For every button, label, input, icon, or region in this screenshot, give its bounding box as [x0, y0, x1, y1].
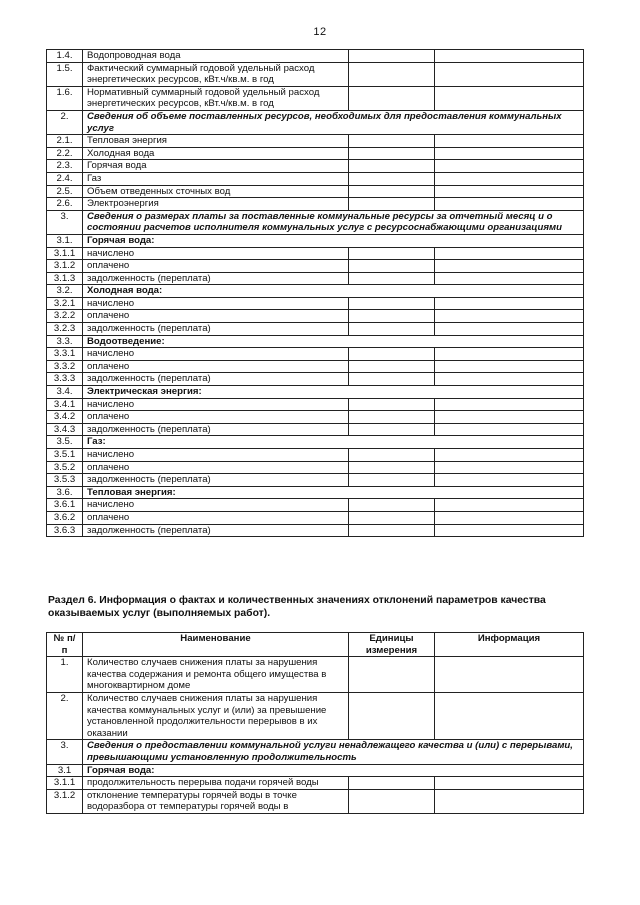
section-title: Сведения о предоставлении коммунальной услуги ненадлежащего качества и (или) с перерывами, превышающими установленную продолжительность	[83, 740, 584, 764]
row-label: начислено	[83, 499, 349, 512]
value-cell-info	[435, 297, 584, 310]
row-number: 1.4.	[47, 50, 83, 63]
row-number: 3.3.	[47, 335, 83, 348]
header-info: Информация	[435, 633, 584, 657]
row-number: 2.2.	[47, 147, 83, 160]
row-label: Количество случаев снижения платы за нарушения качества коммунальных услуг и (или) за превышение установленной продолжительности перерывов в их оказании	[83, 692, 349, 739]
table-row	[47, 234, 584, 247]
row-label: оплачено	[83, 360, 349, 373]
value-cell-info	[435, 348, 584, 361]
row-label: Фактический суммарный годовой удельный расход энергетических ресурсов, кВт.ч/кв.м. в год	[83, 62, 349, 86]
value-cell-units	[349, 147, 435, 160]
subsection-title: Газ:	[83, 436, 584, 449]
table-row	[47, 398, 584, 411]
value-cell-units	[349, 449, 435, 462]
row-label: Количество случаев снижения платы за нарушения качества содержания и ремонта общего имущества в многоквартирном доме	[83, 657, 349, 693]
table-row	[47, 50, 584, 63]
value-cell-units	[349, 360, 435, 373]
row-label: Объем отведенных сточных вод	[83, 185, 349, 198]
value-cell-info	[435, 260, 584, 273]
table-row	[47, 310, 584, 323]
row-label: оплачено	[83, 411, 349, 424]
table-row	[47, 297, 584, 310]
table-row	[47, 474, 584, 487]
row-number: 3.2.1	[47, 297, 83, 310]
subsection-title: Холодная вода:	[83, 285, 584, 298]
table-row	[47, 740, 584, 764]
value-cell-info	[435, 461, 584, 474]
value-cell-info	[435, 789, 584, 813]
table-row	[47, 323, 584, 336]
row-label: Нормативный суммарный годовой удельный расход энергетических ресурсов, кВт.ч/кв.м. в год	[83, 86, 349, 110]
value-cell-units	[349, 297, 435, 310]
row-label: отклонение температуры горячей воды в точке водоразбора от температуры горячей воды в	[83, 789, 349, 813]
value-cell-units	[349, 323, 435, 336]
value-cell-info	[435, 247, 584, 260]
table-row	[47, 110, 584, 134]
row-number: 3.2.2	[47, 310, 83, 323]
value-cell-units	[349, 272, 435, 285]
value-cell-info	[435, 50, 584, 63]
table-row	[47, 411, 584, 424]
row-label: Водопроводная вода	[83, 50, 349, 63]
value-cell-info	[435, 373, 584, 386]
row-label: задолженность (переплата)	[83, 524, 349, 537]
row-number: 3.1.2	[47, 260, 83, 273]
value-cell-info	[435, 62, 584, 86]
value-cell-units	[349, 160, 435, 173]
table-row	[47, 335, 584, 348]
row-label: оплачено	[83, 260, 349, 273]
row-number: 3.1.1	[47, 247, 83, 260]
table-row	[47, 210, 584, 234]
value-cell-units	[349, 185, 435, 198]
row-label: начислено	[83, 398, 349, 411]
row-label: начислено	[83, 348, 349, 361]
row-number: 3.6.1	[47, 499, 83, 512]
value-cell-units	[349, 310, 435, 323]
row-number: 3.5.1	[47, 449, 83, 462]
table-row	[47, 160, 584, 173]
row-number: 3.	[47, 210, 83, 234]
table-row	[47, 260, 584, 273]
row-number: 3.6.3	[47, 524, 83, 537]
header-num: № п/п	[47, 633, 83, 657]
row-number: 3.3.3	[47, 373, 83, 386]
resources-table	[46, 49, 584, 537]
value-cell-info	[435, 86, 584, 110]
table-row	[47, 172, 584, 185]
quality-deviations-table	[46, 632, 584, 814]
row-number: 2.	[47, 692, 83, 739]
row-number: 3.6.	[47, 486, 83, 499]
row-number: 3.3.1	[47, 348, 83, 361]
value-cell-units	[349, 499, 435, 512]
table-row	[47, 373, 584, 386]
row-number: 3.4.	[47, 386, 83, 399]
row-label: задолженность (переплата)	[83, 323, 349, 336]
table-row	[47, 657, 584, 693]
value-cell-units	[349, 62, 435, 86]
value-cell-info	[435, 511, 584, 524]
value-cell-units	[349, 260, 435, 273]
table-row	[47, 348, 584, 361]
value-cell-info	[435, 524, 584, 537]
value-cell-units	[349, 135, 435, 148]
row-number: 3.4.2	[47, 411, 83, 424]
row-number: 3.1.3	[47, 272, 83, 285]
row-label: начислено	[83, 449, 349, 462]
row-number: 2.1.	[47, 135, 83, 148]
row-label: Тепловая энергия	[83, 135, 349, 148]
table-row	[47, 524, 584, 537]
row-number: 3.3.2	[47, 360, 83, 373]
table-row	[47, 198, 584, 211]
row-label: задолженность (переплата)	[83, 474, 349, 487]
table-row	[47, 789, 584, 813]
row-label: Газ	[83, 172, 349, 185]
table-row	[47, 285, 584, 298]
row-label: Холодная вода	[83, 147, 349, 160]
value-cell-info	[435, 147, 584, 160]
value-cell-units	[349, 172, 435, 185]
value-cell-info	[435, 272, 584, 285]
row-label: начислено	[83, 297, 349, 310]
value-cell-units	[349, 198, 435, 211]
row-number: 3.5.	[47, 436, 83, 449]
value-cell-units	[349, 777, 435, 790]
table-row	[47, 147, 584, 160]
row-number: 3.6.2	[47, 511, 83, 524]
table-row	[47, 185, 584, 198]
page-number: 12	[313, 26, 327, 38]
table-row	[47, 272, 584, 285]
row-number: 3.5.2	[47, 461, 83, 474]
row-number: 1.5.	[47, 62, 83, 86]
row-number: 1.6.	[47, 86, 83, 110]
row-number: 3.2.3	[47, 323, 83, 336]
value-cell-units	[349, 423, 435, 436]
value-cell-info	[435, 657, 584, 693]
value-cell-info	[435, 160, 584, 173]
row-label: задолженность (переплата)	[83, 423, 349, 436]
row-number: 3.1.1	[47, 777, 83, 790]
value-cell-info	[435, 692, 584, 739]
table-row	[47, 449, 584, 462]
table-row	[47, 486, 584, 499]
value-cell-units	[349, 692, 435, 739]
header-name: Наименование	[83, 633, 349, 657]
value-cell-units	[349, 247, 435, 260]
value-cell-info	[435, 423, 584, 436]
table-row	[47, 423, 584, 436]
value-cell-units	[349, 524, 435, 537]
table-row	[47, 86, 584, 110]
value-cell-info	[435, 185, 584, 198]
value-cell-units	[349, 373, 435, 386]
section-title: Сведения об объеме поставленных ресурсов, необходимых для предоставления коммунальных услуг	[83, 110, 584, 134]
table-row	[47, 247, 584, 260]
value-cell-units	[349, 461, 435, 474]
row-label: начислено	[83, 247, 349, 260]
table-row	[47, 386, 584, 399]
row-number: 3.1	[47, 764, 83, 777]
row-label: продолжительность перерыва подачи горячей воды	[83, 777, 349, 790]
row-number: 1.	[47, 657, 83, 693]
row-label: оплачено	[83, 461, 349, 474]
header-units: Единицы измерения	[349, 633, 435, 657]
value-cell-info	[435, 323, 584, 336]
row-label: оплачено	[83, 511, 349, 524]
row-label: Электроэнергия	[83, 198, 349, 211]
value-cell-info	[435, 135, 584, 148]
value-cell-info	[435, 310, 584, 323]
row-label: задолженность (переплата)	[83, 373, 349, 386]
value-cell-units	[349, 474, 435, 487]
table-row	[47, 764, 584, 777]
row-number: 2.6.	[47, 198, 83, 211]
row-number: 2.3.	[47, 160, 83, 173]
value-cell-units	[349, 50, 435, 63]
row-label: задолженность (переплата)	[83, 272, 349, 285]
subsection-title: Электрическая энергия:	[83, 386, 584, 399]
section-6-heading: Раздел 6. Информация о фактах и количественных значениях отклонений параметров качества оказываемых услуг (выполняемых работ).	[48, 595, 546, 619]
quality-deviations-table-body	[47, 657, 584, 814]
row-number: 3.1.	[47, 234, 83, 247]
value-cell-info	[435, 398, 584, 411]
row-number: 3.5.3	[47, 474, 83, 487]
value-cell-units	[349, 657, 435, 693]
table-row	[47, 511, 584, 524]
table-row	[47, 436, 584, 449]
row-number: 2.	[47, 110, 83, 134]
table-row	[47, 692, 584, 739]
value-cell-info	[435, 360, 584, 373]
value-cell-units	[349, 398, 435, 411]
value-cell-units	[349, 789, 435, 813]
value-cell-info	[435, 449, 584, 462]
row-label: оплачено	[83, 310, 349, 323]
table-row	[47, 62, 584, 86]
row-number: 3.	[47, 740, 83, 764]
section-title: Сведения о размерах платы за поставленные коммунальные ресурсы за отчетный месяц и о состоянии расчетов исполнителя коммунальных услуг с ресурсоснабжающими организациями	[83, 210, 584, 234]
subsection-title: Горячая вода:	[83, 234, 584, 247]
table-row	[47, 777, 584, 790]
row-number: 2.5.	[47, 185, 83, 198]
table-row	[47, 135, 584, 148]
row-number: 3.4.1	[47, 398, 83, 411]
subsection-title: Тепловая энергия:	[83, 486, 584, 499]
value-cell-info	[435, 777, 584, 790]
row-label: Горячая вода	[83, 160, 349, 173]
value-cell-info	[435, 474, 584, 487]
table-row	[47, 499, 584, 512]
value-cell-info	[435, 198, 584, 211]
value-cell-info	[435, 172, 584, 185]
row-number: 3.1.2	[47, 789, 83, 813]
table-row	[47, 461, 584, 474]
value-cell-units	[349, 511, 435, 524]
row-number: 2.4.	[47, 172, 83, 185]
table-row	[47, 360, 584, 373]
value-cell-units	[349, 348, 435, 361]
row-number: 3.4.3	[47, 423, 83, 436]
value-cell-info	[435, 499, 584, 512]
value-cell-units	[349, 86, 435, 110]
subsection-title: Водоотведение:	[83, 335, 584, 348]
subsection-title: Горячая вода:	[83, 764, 584, 777]
table-header-row	[47, 633, 584, 657]
resources-table-body	[47, 50, 584, 537]
value-cell-units	[349, 411, 435, 424]
row-number: 3.2.	[47, 285, 83, 298]
value-cell-info	[435, 411, 584, 424]
